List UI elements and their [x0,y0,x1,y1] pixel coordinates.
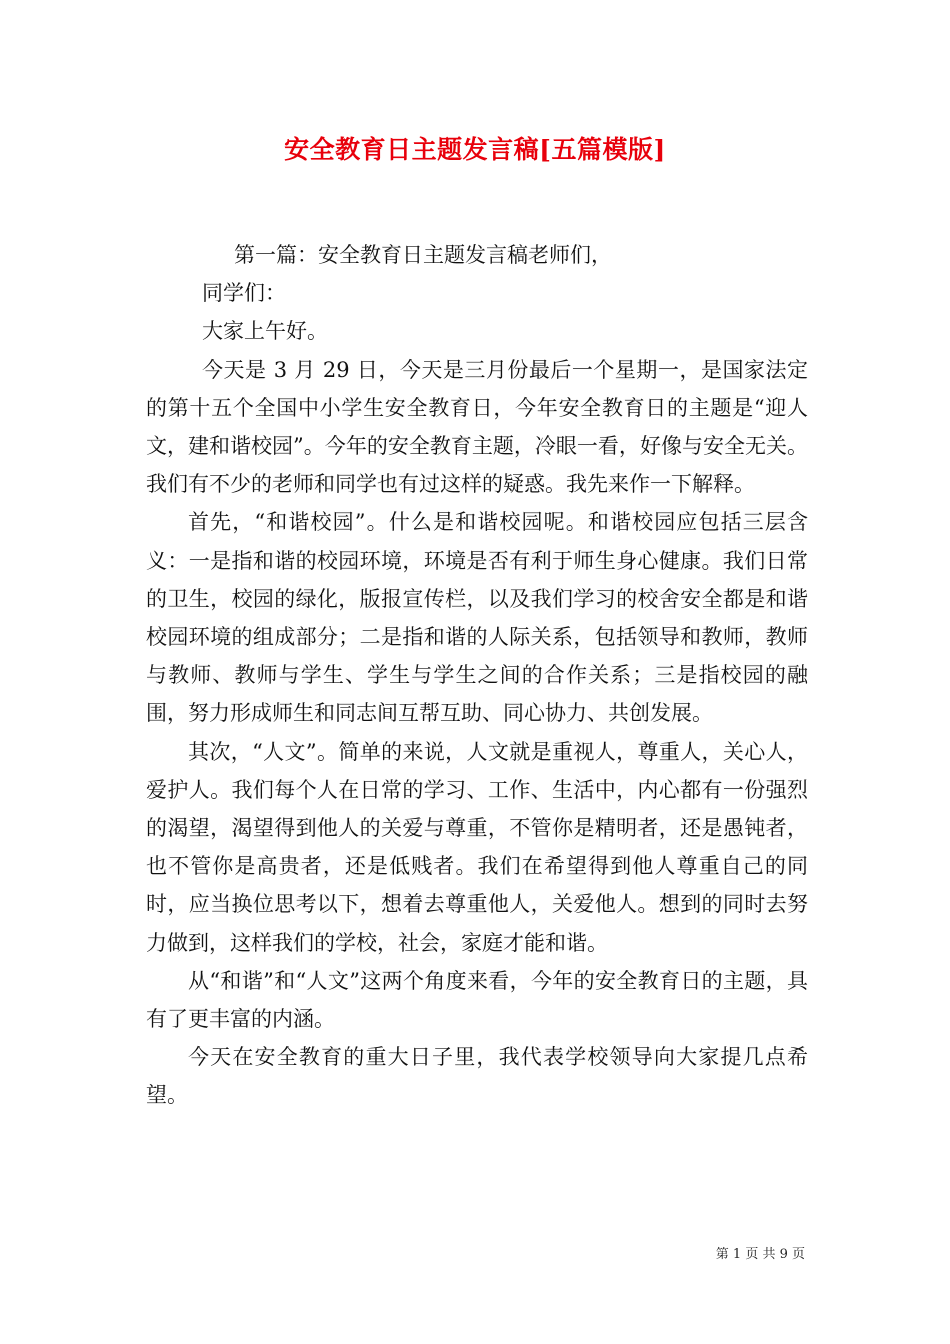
page-indicator: 第 1 页 共 9 页 [715,1247,805,1262]
document-body [146,236,808,1115]
paragraph-intro: 今天是 3 月 29 日，今天是三月份最后一个星期一，是国家法定的第十五个全国中小学生安全教育日，今年安全教育日的主题是“迎人文，建和谐校园”。今年的安全教育主题，冷眼一看，好像与安全无关。我们有不少的老师和同学也有过这样的疑惑。我先来作一下解释。 [146,357,808,497]
paragraph-harmony: 首先，“和谐校园”。什么是和谐校园呢。和谐校园应包括三层含义：一是指和谐的校园环境，环境是否有利于师生身心健康。我们日常的卫生，校园的绿化，版报宣传栏，以及我们学习的校舍安全都是和谐校园环境的组成部分；二是指和谐的人际关系，包括领导和教师，教师与教师、教师与学生、学生与学生之间的合作关系；三是指校园的融围，努力形成师生和同志间互帮互助、同心协力、共创发展。 [146,510,808,726]
paragraph-greeting: 大家上午好。 [202,319,328,344]
paragraph-salutation: 同学们： [202,281,286,306]
paragraph-hopes: 今天在安全教育的重大日子里，我代表学校领导向大家提几点希望。 [146,1045,808,1108]
paragraph-humanity: 其次，“人文”。简单的来说，人文就是重视人，尊重人，关心人，爱护人。我们每个人在日常的学习、工作、生活中，内心都有一份强烈的渴望，渴望得到他人的关爱与尊重，不管你是精明者，还是愚钝者，也不管你是高贵者，还是低贱者。我们在希望得到他人尊重自己的同时，应当换位思考以下，想着去尊重他人，关爱他人。想到的同时去努力做到，这样我们的学校，社会，家庭才能和谐。 [146,739,808,955]
document-title: 安全教育日主题发言稿[五篇模版] [284,135,666,164]
paragraph-perspective: 从“和谐”和“人文”这两个角度来看，今年的安全教育日的主题，具有了更丰富的内涵。 [146,968,808,1032]
paragraph-heading: 第一篇：安全教育日主题发言稿老师们， [234,243,612,267]
